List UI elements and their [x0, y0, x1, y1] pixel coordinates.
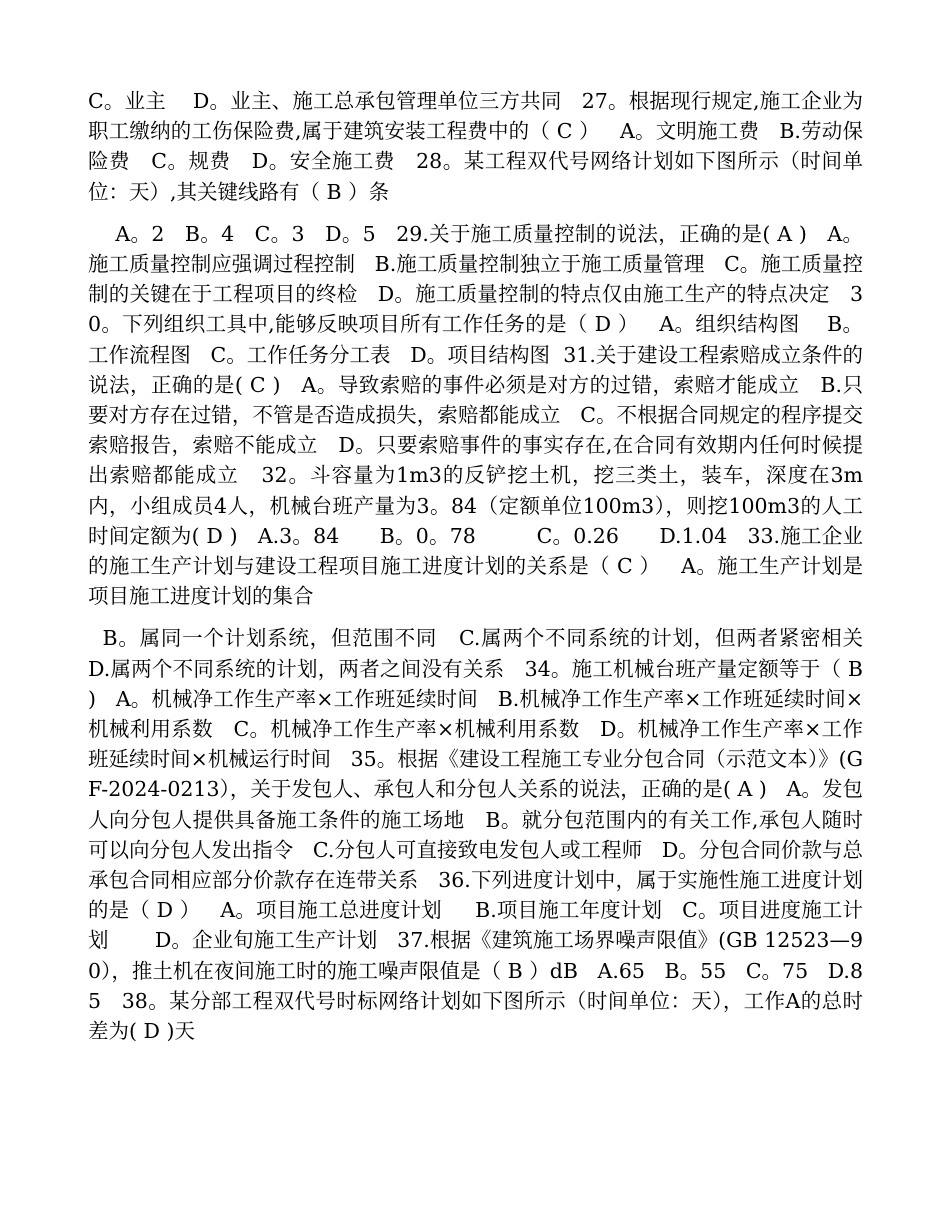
paragraph-1: C。业主 D。业主、施工总承包管理单位三方共同 27。根据现行规定,施工企业为职工缴纳的工伤保险费,属于建筑安装工程费中的（ C ） A。文明施工费 B.劳动保险费 C。规费 D。安全施工费 28。某工程双代号网络计划如下图所示（时间单位：天）,其关键线路有（ B ）条: [88, 89, 863, 204]
paragraph-3: B。属同一个计划系统，但范围不同 C.属两个不同系统的计划，但两者紧密相关 D.属两个不同系统的计划，两者之间没有关系 34。施工机械台班产量定额等于（ B ) A。机械净工作生产率×工作班延续时间 B.机械净工作生产率×工作班延续时间×机械利用系数 C。机械净工作生产率×机械利用系数 D。机械净工作生产率×工作班延续时间×机械运行时间 35。根据《建设工程施工专业分包合同（示范文本）》(GF-2024-0213），关于发包人、承包人和分包人关系的说法，正确的是( A ) A。发包人向分包人提供具备施工条件的施工场地 B。就分包范围内的有关工作,承包人随时可以向分包人发出指令 C.分包人可直接致电发包人或工程师 D。分包合同价款与总承包合同相应部分价款存在连带关系 36.下列进度计划中，属于实施性施工进度计划的是（ D ） A。项目施工总进度计划 B.项目施工年度计划 C。项目进度施工计划 D。企业旬施工生产计划 37.根据《建筑施工场界噪声限值》(GB 12523—90），推土机在夜间施工时的施工噪声限值是（ B ）dB A.65 B。55 C。75 D.85 38。某分部工程双代号时标网络计划如下图所示（时间单位：天），工作A的总时差为( D )天: [88, 626, 883, 1044]
document-page: [88, 86, 883, 1046]
paragraph-2: A。2 B。4 C。3 D。5 29.关于施工质量控制的说法，正确的是( A ) A。施工质量控制应强调过程控制 B.施工质量控制独立于施工质量管理 C。施工质量控制的关键在于工程项目的终检 D。施工质量控制的特点仅由施工生产的特点决定 30。下列组织工具中,能够反映项目所有工作任务的是（ D ） A。组织结构图 B。工作流程图 C。工作任务分工表 D。项目结构图 31.关于建设工程索赔成立条件的说法，正确的是( C ) A。导致索赔的事件必须是对方的过错，索赔才能成立 B.只要对方存在过错，不管是否造成损失，索赔都能成立 C。不根据合同规定的程序提交索赔报告，索赔不能成立 D。只要索赔事件的事实存在,在合同有效期内任何时候提出索赔都能成立 32。斗容量为1m3的反铲挖土机，挖三类土，装车，深度在3m内，小组成员4人，机械台班产量为3。84（定额单位100m3），则挖100m3的人工时间定额为( D ) A.3。84 B。0。78 C。0.26 D.1.04 33.施工企业的施工生产计划与建设工程项目施工进度计划的关系是（ C ） A。施工生产计划是项目施工进度计划的集合: [88, 221, 863, 609]
